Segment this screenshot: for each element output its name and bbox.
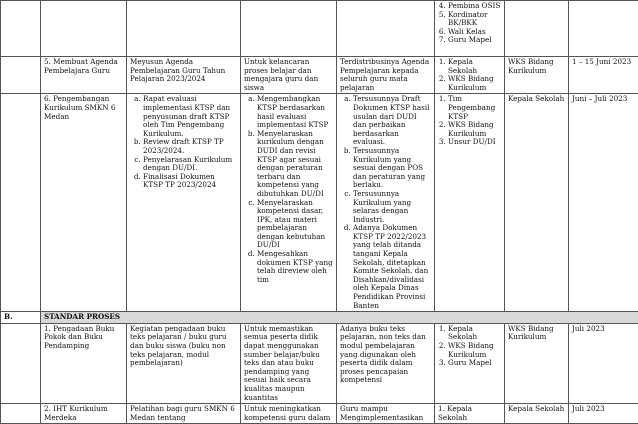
kegiatan-list bbox=[130, 95, 237, 190]
cell-waktu: Juli 2023 bbox=[569, 323, 638, 403]
cell-kegiatan bbox=[127, 1, 241, 57]
cell-pj bbox=[505, 1, 569, 57]
list-item: 1. Kepala Sekolah bbox=[448, 58, 501, 75]
cell-tujuan: Untuk kelancaran proses belajar dan mengajara guru dan siswa bbox=[241, 57, 337, 94]
cell-hasil bbox=[337, 94, 435, 312]
cell-pj: Kepala Sekolah bbox=[505, 94, 569, 312]
cell-pelaksana bbox=[435, 57, 505, 94]
pelaksana-list bbox=[438, 95, 501, 147]
list-item: 2. WKS Bidang Kurikulum bbox=[448, 342, 501, 359]
list-item: 2. WKS Bidang Kurikulum bbox=[448, 121, 501, 138]
list-item: 2. WKS Bidang Kurikulum bbox=[448, 75, 501, 92]
cell-item: 2. IHT Kurikulum Merdeka bbox=[41, 404, 127, 424]
cell-tujuan: Untuk memastikan semua peserta didik dapat menggunakan sumber belajar/buku teks dan atau buku pendamping yang sesuai baik secara kualitas maupun kuantitas bbox=[241, 323, 337, 403]
cell-item: 6. Pengembangan Kurikulum SMKN 6 Medan bbox=[41, 94, 127, 312]
cell-waktu: Juli 2023 bbox=[569, 404, 638, 424]
table-row bbox=[1, 1, 638, 57]
cell-item bbox=[41, 1, 127, 57]
cell-tujuan bbox=[241, 1, 337, 57]
tujuan-list bbox=[244, 95, 333, 284]
table-row bbox=[1, 94, 638, 312]
cell-hasil: Guru mampu Mengimplementasikan bbox=[337, 404, 435, 424]
cell-item: 5. Membuat Agenda Pembelajara Guru bbox=[41, 57, 127, 94]
list-item: b. Menyelaraskan kurikulum dengan DUDI dan revisi KTSP agar sesuai dengan peraturan terbaru dan kompetensi yang dibutuhkan DU/DI bbox=[257, 130, 333, 199]
list-item: d. Mengesahkan dokumen KTSP yang telah direview oleh tim bbox=[257, 250, 333, 284]
list-item: a. Rapat evaluasi implementasi KTSP dan penyusunan draft KTSP oleh Tim Pengembang Kurikulum. bbox=[143, 95, 237, 138]
list-item: 5. Kordinator BK/BKK bbox=[448, 11, 501, 28]
cell-no bbox=[1, 404, 41, 424]
section-letter: B. bbox=[1, 312, 41, 324]
cell-kegiatan: Meyusun Agenda Pembelajaran Guru Tahun Pelajaran 2023/2024 bbox=[127, 57, 241, 94]
cell-tujuan: Untuk meningkatkan kompetensi guru dalam bbox=[241, 404, 337, 424]
list-item: 6. Wali Kelas bbox=[448, 28, 501, 37]
section-title: STANDAR PROSES bbox=[41, 312, 638, 324]
cell-hasil bbox=[337, 1, 435, 57]
cell-waktu: 1 – 15 Juni 2023 bbox=[569, 57, 638, 94]
cell-no bbox=[1, 57, 41, 94]
cell-no bbox=[1, 323, 41, 403]
cell-pj: Kepala Sekolah bbox=[505, 404, 569, 424]
cell-pj: WKS Bidang Kurikulum bbox=[505, 323, 569, 403]
cell-pelaksana bbox=[435, 94, 505, 312]
list-item: c. Tersusunnya Kurikulum yang selaras dengan Industri. bbox=[353, 190, 431, 224]
cell-tujuan bbox=[241, 94, 337, 312]
cell-hasil: Adanya buku teks pelajaran, non teks dan modul pembelajaran yang digunakan oleh peserta didik dalam proses pencapaian kompetensi bbox=[337, 323, 435, 403]
cell-item: 1. Pengadaan Buku Pokok dan Buku Pendamping bbox=[41, 323, 127, 403]
pelaksana-list bbox=[438, 58, 501, 92]
cell-pelaksana: 1. Kepala Sekolah bbox=[435, 404, 505, 424]
pelaksana-list bbox=[438, 325, 501, 368]
table-row bbox=[1, 404, 638, 424]
cell-kegiatan: Pelatihan bagi guru SMKN 6 Medan tentang bbox=[127, 404, 241, 424]
list-item: d. Adanya Dokumen KTSP TP 2022/2023 yang telah ditanda tangani Kepala Sekolah, ditetapkan Komite Sekolah, dan Disahkan/divalidasi oleh Kepala Dinas Pendidikan Provinsi Banten bbox=[353, 224, 431, 310]
cell-no bbox=[1, 1, 41, 57]
list-item: b. Review draft KTSP TP 2023/2024. bbox=[143, 138, 237, 155]
section-header-row bbox=[1, 312, 638, 324]
cell-kegiatan: Kegiatan pengadaan buku teks pelajaran / buku guru dan buku siswa (buku non teks pelajaran, modul pembelajaran) bbox=[127, 323, 241, 403]
cell-kegiatan bbox=[127, 94, 241, 312]
list-item: c. Menyelaraskan kompetensi dasar, IPK, atau materi pembelajaran dengan kebutuhan DU/DI bbox=[257, 199, 333, 251]
list-item: b. Tersusunnya Kurikulum yang sesuai dengan POS dan peraturan yang berlaku. bbox=[353, 147, 431, 190]
list-item: 7. Guru Mapel bbox=[448, 36, 501, 45]
cell-hasil: Terdistribusinya Agenda Pempelajaran kepada seluruh guru mata pelajaran bbox=[337, 57, 435, 94]
list-item: c. Penyelarasan Kurikulum dengan DU/DI. bbox=[143, 156, 237, 173]
cell-pelaksana bbox=[435, 323, 505, 403]
list-item: 3. Unsur DU/DI bbox=[448, 138, 501, 147]
table-row bbox=[1, 57, 638, 94]
cell-no bbox=[1, 94, 41, 312]
cell-pelaksana bbox=[435, 1, 505, 57]
cell-waktu: Juni – Juli 2023 bbox=[569, 94, 638, 312]
list-item: 1. Kepala Sekolah bbox=[448, 325, 501, 342]
cell-waktu bbox=[569, 1, 638, 57]
list-item: 4. Pembina OSIS bbox=[448, 2, 501, 11]
list-item: 1. Tim Pengembang KTSP bbox=[448, 95, 501, 121]
table-row bbox=[1, 323, 638, 403]
list-item: 3. Guru Mapel bbox=[448, 359, 501, 368]
cell-pj: WKS Bidang Kurikulum bbox=[505, 57, 569, 94]
list-item: a. Tersusunnya Draft Dokumen KTSP hasil usulan dari DUDI dan perbaikan berdasarkan evaluasi. bbox=[353, 95, 431, 147]
hasil-list bbox=[340, 95, 431, 310]
pelaksana-list bbox=[438, 2, 501, 45]
list-item: a. Mengembangkan KTSP berdasarkan hasil evaluasi implementasi KTSP bbox=[257, 95, 333, 129]
list-item: d. Finalisasi Dokumen KTSP TP 2023/2024 bbox=[143, 173, 237, 190]
